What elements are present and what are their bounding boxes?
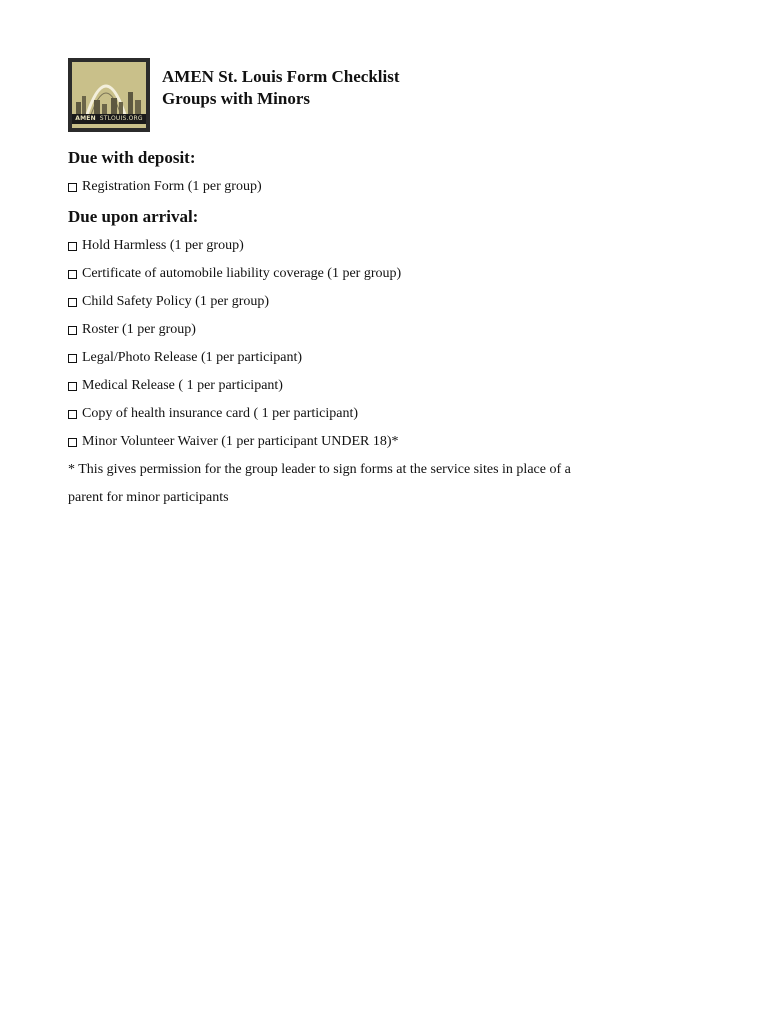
footnote-line-1: * This gives permission for the group leader to sign forms at the service sites in place of a: [68, 462, 571, 477]
checklist-item-label: Roster (1 per group): [82, 322, 196, 337]
checklist-item-label: Minor Volunteer Waiver (1 per participant UNDER 18)*: [82, 434, 399, 449]
logo-background: [72, 62, 146, 128]
arrival-heading: Due upon arrival:: [68, 207, 199, 226]
checkbox-icon: [68, 382, 77, 391]
checkbox-icon: [68, 438, 77, 447]
checklist-item-label: Registration Form (1 per group): [82, 179, 262, 194]
logo-wordmark: AMEN: [75, 115, 96, 122]
logo-band: [72, 114, 146, 124]
checklist-item: [68, 237, 244, 255]
checkbox-icon: [68, 183, 77, 192]
deposit-heading: Due with deposit:: [68, 148, 196, 167]
checkbox-icon: [68, 354, 77, 363]
checklist-item-label: Medical Release ( 1 per participant): [82, 378, 283, 393]
checkbox-icon: [68, 410, 77, 419]
checkbox-icon: [68, 270, 77, 279]
checklist-item-label: Hold Harmless (1 per group): [82, 238, 244, 253]
checkbox-icon: [68, 326, 77, 335]
checkbox-icon: [68, 298, 77, 307]
page-subtitle: Groups with Minors: [162, 89, 310, 108]
checklist-item: [68, 433, 399, 451]
checklist-item: [68, 293, 269, 311]
checklist-item: [68, 405, 358, 423]
checklist-item: [68, 349, 302, 367]
checklist-item-label: Legal/Photo Release (1 per participant): [82, 350, 303, 365]
amen-logo: [68, 58, 150, 132]
logo-tagline: STLOUIS.ORG: [99, 115, 143, 122]
checklist-item: [68, 265, 401, 283]
page-title: AMEN St. Louis Form Checklist: [162, 67, 400, 86]
page-title-block: [162, 66, 400, 110]
checklist-item-label: Child Safety Policy (1 per group): [82, 294, 270, 309]
checkbox-icon: [68, 242, 77, 251]
checklist-item: [68, 178, 262, 196]
checklist-item-label: Copy of health insurance card ( 1 per participant): [82, 406, 359, 421]
footnote-line-2: parent for minor participants: [68, 490, 229, 505]
checklist-item-label: Certificate of automobile liability coverage (1 per group): [82, 266, 402, 281]
checklist-item: [68, 377, 283, 395]
checklist-item: [68, 321, 196, 339]
